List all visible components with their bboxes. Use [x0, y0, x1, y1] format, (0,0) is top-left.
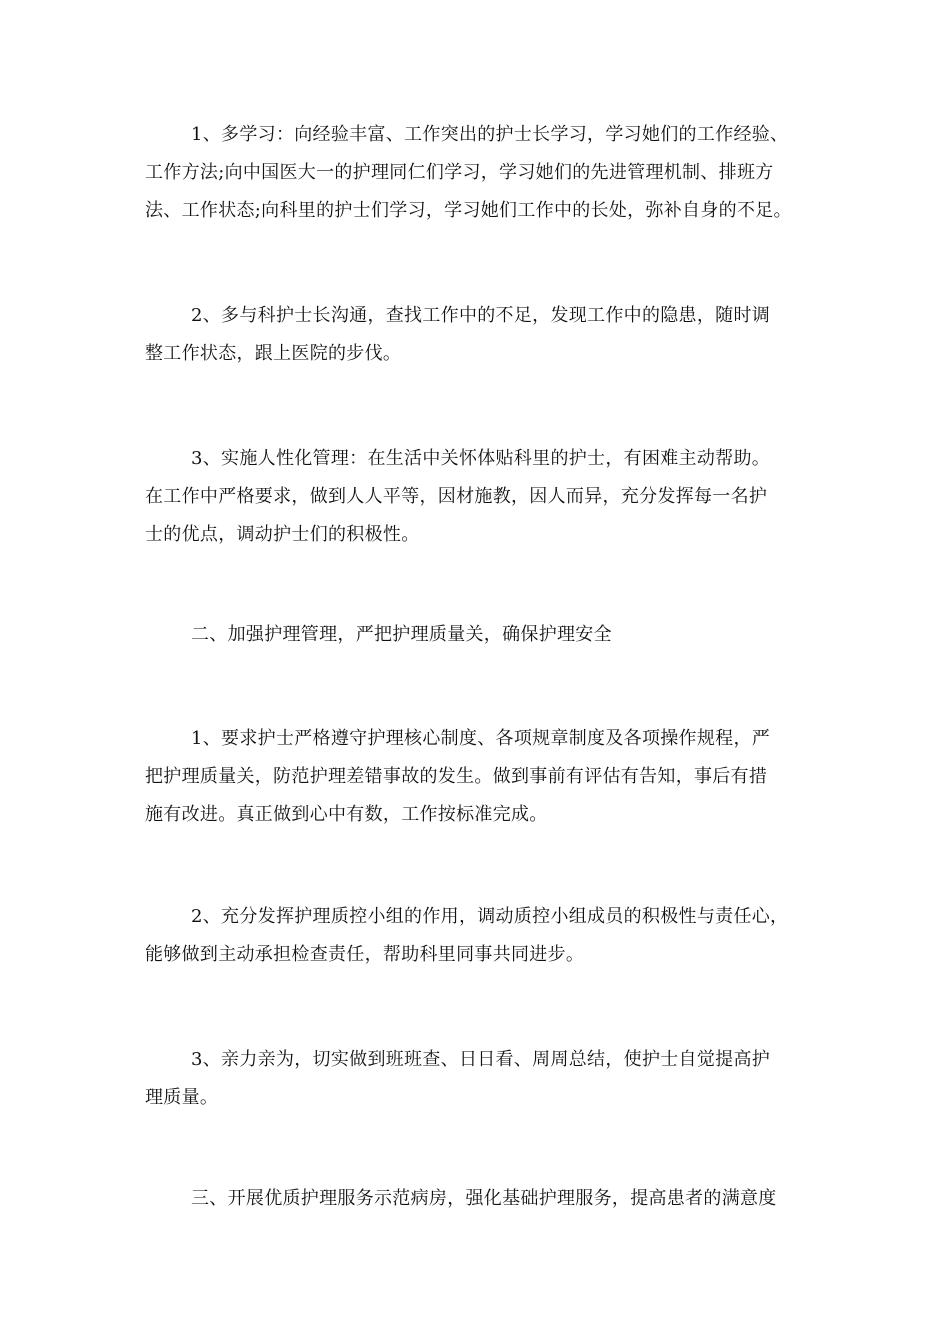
paragraph-line: 工作方法;向中国医大一的护理同仁们学习，学习她们的先进管理机制、排班方 — [145, 162, 774, 183]
paragraph-6 — [145, 1041, 820, 1117]
paragraph-2 — [145, 297, 820, 373]
paragraph-3 — [145, 440, 820, 554]
paragraph-line: 1、要求护士严格遵守护理核心制度、各项规章制度及各项操作规程，严 — [191, 728, 771, 749]
paragraph-line: 2、充分发挥护理质控小组的作用，调动质控小组成员的积极性与责任心， — [191, 906, 789, 927]
paragraph-line: 理质量。 — [145, 1087, 219, 1108]
section-heading-2 — [145, 616, 820, 654]
paragraph-line: 1、多学习：向经验丰富、工作突出的护士长学习，学习她们的工作经验、 — [191, 124, 789, 145]
paragraph-line: 在工作中严格要求，做到人人平等，因材施教，因人而异，充分发挥每一名护 — [145, 486, 768, 507]
paragraph-line: 整工作状态，跟上医院的步伐。 — [145, 343, 402, 364]
paragraph-line: 能够做到主动承担检查责任，帮助科里同事共同进步。 — [145, 944, 585, 965]
paragraph-line: 把护理质量关，防范护理差错事故的发生。做到事前有评估有告知，事后有措 — [145, 766, 768, 787]
paragraph-5 — [145, 898, 820, 974]
paragraph-1 — [145, 116, 820, 230]
section-heading-3 — [145, 1180, 820, 1218]
paragraph-4 — [145, 720, 820, 834]
paragraph-line: 3、亲力亲为，切实做到班班查、日日看、周周总结，使护士自觉提高护 — [191, 1049, 771, 1070]
heading-line: 三、开展优质护理服务示范病房，强化基础护理服务，提高患者的满意度 — [191, 1188, 777, 1209]
paragraph-line: 3、实施人性化管理：在生活中关怀体贴科里的护士，有困难主动帮助。 — [191, 448, 771, 469]
paragraph-line: 2、多与科护士长沟通，查找工作中的不足，发现工作中的隐患，随时调 — [191, 305, 771, 326]
paragraph-line: 士的优点，调动护士们的积极性。 — [145, 524, 420, 545]
heading-line: 二、加强护理管理，严把护理质量关，确保护理安全 — [191, 624, 612, 645]
paragraph-line: 施有改进。真正做到心中有数，工作按标准完成。 — [145, 804, 548, 825]
paragraph-line: 法、工作状态;向科里的护士们学习，学习她们工作中的长处，弥补自身的不足。 — [145, 200, 792, 221]
